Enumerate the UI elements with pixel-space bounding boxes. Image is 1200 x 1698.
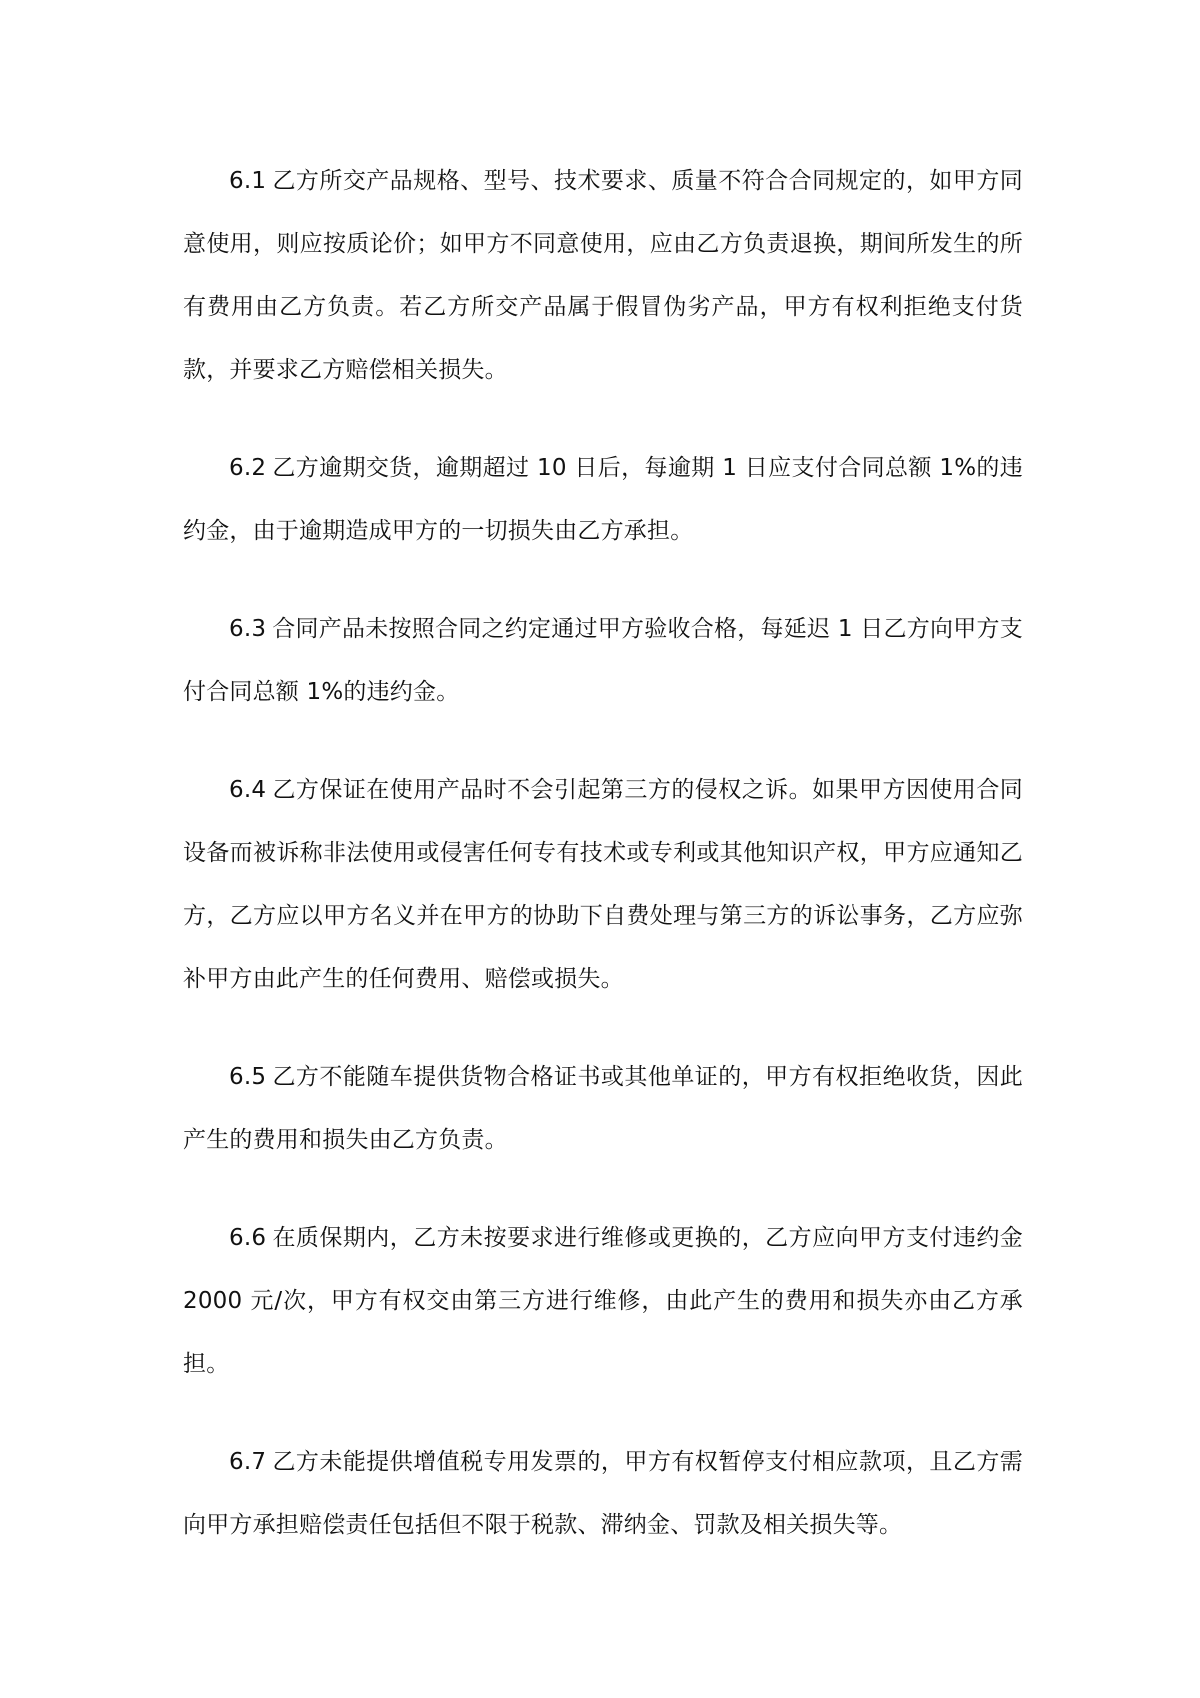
clause-number: 6.7 <box>229 1449 267 1475</box>
clause-text: 乙方逾期交货，逾期超过 10 日后，每逾期 1 日应支付合同总额 1%的违约金，由于逾期造成甲方的一切损失由乙方承担。 <box>183 455 1023 544</box>
clause-6-1 <box>183 150 1023 402</box>
clause-number: 6.1 <box>229 168 267 194</box>
clause-number: 6.6 <box>229 1225 267 1251</box>
contract-clauses <box>183 150 1023 1592</box>
clause-6-6 <box>183 1207 1023 1396</box>
clause-number: 6.5 <box>229 1064 267 1090</box>
clause-6-4 <box>183 759 1023 1011</box>
clause-text: 乙方所交产品规格、型号、技术要求、质量不符合合同规定的，如甲方同意使用，则应按质论价；如甲方不同意使用，应由乙方负责退换，期间所发生的所有费用由乙方负责。若乙方所交产品属于假冒伪劣产品，甲方有权利拒绝支付货款，并要求乙方赔偿相关损失。 <box>183 168 1023 383</box>
clause-6-3 <box>183 598 1023 724</box>
clause-text: 乙方保证在使用产品时不会引起第三方的侵权之诉。如果甲方因使用合同设备而被诉称非法使用或侵害任何专有技术或专利或其他知识产权，甲方应通知乙方，乙方应以甲方名义并在甲方的协助下自费处理与第三方的诉讼事务，乙方应弥补甲方由此产生的任何费用、赔偿或损失。 <box>183 777 1023 992</box>
clause-text: 乙方不能随车提供货物合格证书或其他单证的，甲方有权拒绝收货，因此产生的费用和损失由乙方负责。 <box>183 1064 1023 1153</box>
clause-6-2 <box>183 437 1023 563</box>
clause-6-7 <box>183 1431 1023 1557</box>
clause-number: 6.4 <box>229 777 267 803</box>
clause-6-5 <box>183 1046 1023 1172</box>
clause-text: 乙方未能提供增值税专用发票的，甲方有权暂停支付相应款项，且乙方需向甲方承担赔偿责任包括但不限于税款、滞纳金、罚款及相关损失等。 <box>183 1449 1023 1538</box>
clause-text: 合同产品未按照合同之约定通过甲方验收合格，每延迟 1 日乙方向甲方支付合同总额 1%的违约金。 <box>183 616 1023 705</box>
clause-number: 6.2 <box>229 455 267 481</box>
clause-text: 在质保期内，乙方未按要求进行维修或更换的，乙方应向甲方支付违约金 2000 元/次，甲方有权交由第三方进行维修，由此产生的费用和损失亦由乙方承担。 <box>183 1225 1023 1377</box>
clause-number: 6.3 <box>229 616 267 642</box>
